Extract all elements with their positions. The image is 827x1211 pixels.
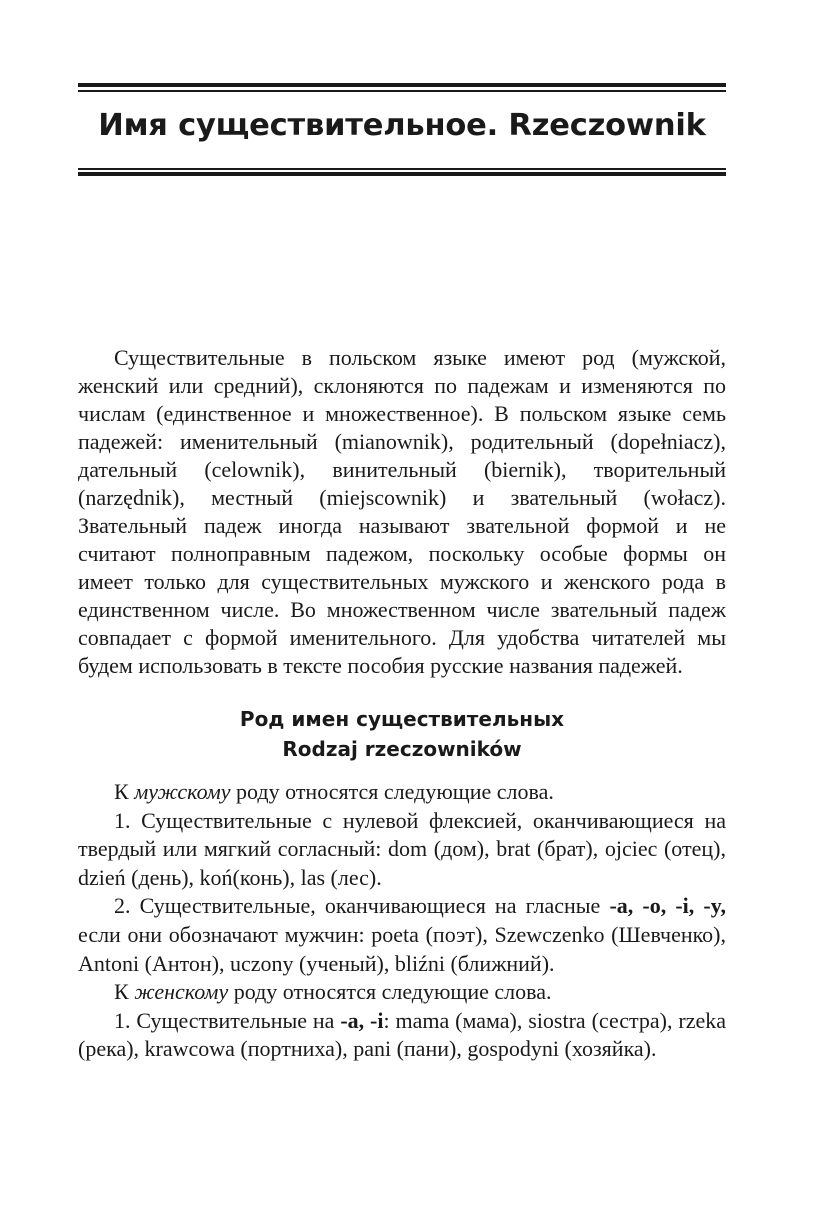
masculine-term: мужскому — [134, 779, 231, 804]
intro-paragraph: Существительные в польском языке имеют род (мужской, женский или средний), склоняются по падежам и изменяются по числам (единственное и множественное). В польском языке семь падежей: именительный (mianownik), родительный (dopełniacz), дательный (celownik), винительный (biernik), творительный (narzędnik), местный (miejscownik) и звательный (wołacz). Звательный падеж иногда называют звательной формой и не считают полноправным падежом, поскольку особые формы он имеет только для существительных мужского и женского рода в единственном числе. Во множественном числе звательный падеж совпадает с формой именительного. Для удобства читателей мы будем использовать в тексте пособия русские названия падежей. — [78, 345, 726, 678]
gender-definitions — [78, 778, 726, 1064]
top-rule-thick — [78, 83, 726, 87]
section-heading-ru: Род имен существительных — [239, 707, 565, 731]
chapter-title: Имя существительное. Rzeczownik — [98, 108, 706, 143]
masculine-endings: -a, -o, -i, -y, — [609, 893, 726, 919]
masculine-item-2: 2. Существительные, оканчивающиеся на гласные -a, -o, -i, -y, если они обозначают мужчин: poeta (поэт), Szewczenko (Шевченко), Antoni (Антон), uczony (ученый), bliźni (ближний). — [78, 893, 726, 976]
feminine-item-1: 1. Существительные на -a, -i: mama (мама), siostra (сестра), rzeka (река), krawcowa (портниха), pani (пани), gospodyni (хозяйка). — [78, 1007, 727, 1062]
section-heading — [78, 704, 726, 764]
masculine-item-1: 1. Существительные с нулевой флексией, оканчивающиеся на твердый или мягкий согласный: dom (дом), brat (брат), ojciec (отец), dzień (день), koń(конь), las (лес). — [78, 807, 726, 890]
top-rule-thin — [78, 90, 726, 92]
intro-text — [78, 344, 726, 680]
feminine-term: женскому — [134, 979, 229, 1005]
bottom-rule-thin — [78, 168, 726, 170]
bottom-rule-thick — [78, 172, 726, 176]
masculine-intro: К мужскому роду относятся следующие слова. — [114, 779, 554, 804]
feminine-endings: -a, -i — [340, 1007, 384, 1033]
feminine-intro: К женскому роду относятся следующие слова. — [114, 979, 552, 1005]
section-heading-pl: Rodzaj rzeczowników — [282, 737, 522, 761]
